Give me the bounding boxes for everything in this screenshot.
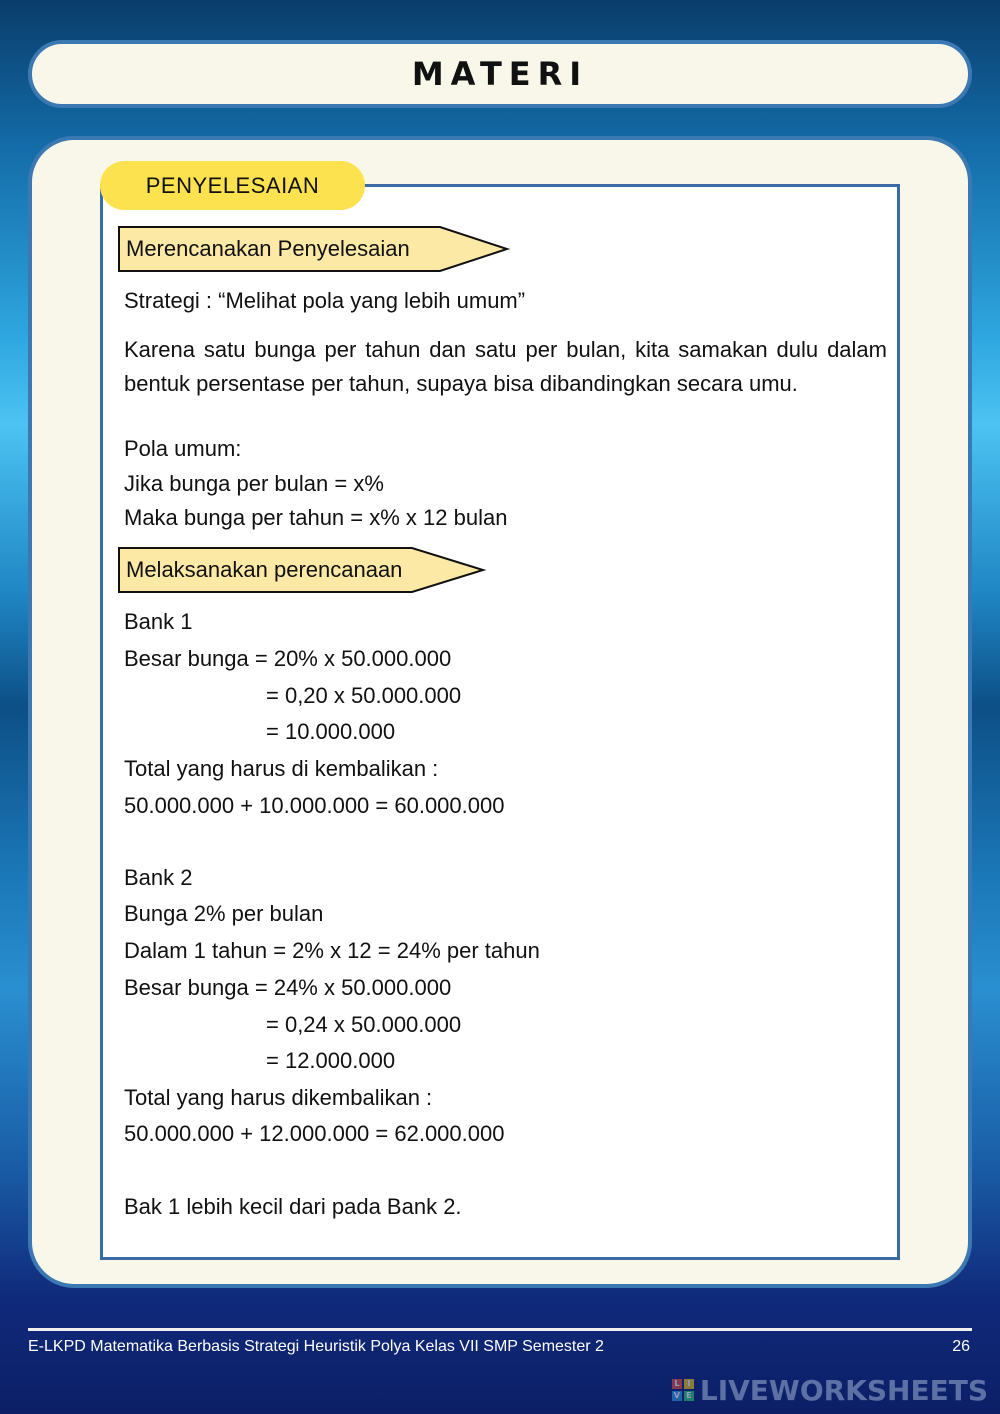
logo-letter: V [673,1391,680,1400]
bank2-calc1: = 0,24 x 50.000.000 [266,1012,462,1037]
bank2-total: 50.000.000 + 12.000.000 = 62.000.000 [124,1121,505,1146]
bank2-yearly: Dalam 1 tahun = 2% x 12 = 24% per tahun [124,938,540,963]
section-tab: PENYELESAIAN [100,161,365,210]
bank1-interest: Besar bunga = 20% x 50.000.000 [124,646,452,671]
bank2-interest: Besar bunga = 24% x 50.000.000 [124,975,452,1000]
page-number: 26 [952,1338,970,1355]
bank1-total-label: Total yang harus di kembalikan : [124,756,439,781]
bank2-total-label: Total yang harus dikembalikan : [124,1085,433,1110]
pattern-yearly: Maka bunga per tahun = x% x 12 bulan [124,505,508,530]
liveworksheets-logo-icon [672,1379,694,1401]
bank1-calc1: = 0,20 x 50.000.000 [266,683,462,708]
logo-letter: E [684,1391,694,1401]
bank1-total: 50.000.000 + 10.000.000 = 60.000.000 [124,793,505,818]
bank1-calc2: = 10.000.000 [266,719,396,744]
pattern-heading: Pola umum: [124,436,242,461]
title-bar [28,40,972,108]
page-title: MATERI [411,55,589,93]
logo-letter: I [684,1379,694,1389]
footer-divider [28,1328,972,1331]
bank1-title: Bank 1 [124,609,193,634]
logo-letter: L [672,1379,682,1389]
step1-banner [118,226,510,272]
bank2-rate: Bunga 2% per bulan [124,901,324,926]
pattern-monthly: Jika bunga per bulan = x% [124,471,384,496]
conclusion-text: Bak 1 lebih kecil dari pada Bank 2. [124,1194,462,1219]
explanation-paragraph: Karena satu bunga per tahun dan satu per bulan, kita samakan dulu dalam bentuk persentase per tahun, supaya bisa dibandingkan secara umu. [124,337,887,396]
step1-label: Merencanakan Penyelesaian [126,236,410,261]
strategy-text: Strategi : “Melihat pola yang lebih umum” [124,288,526,313]
watermark [672,1374,988,1406]
bank2-title: Bank 2 [124,865,193,890]
footer-text: E-LKPD Matematika Berbasis Strategi Heuristik Polya Kelas VII SMP Semester 2 [28,1338,604,1355]
step2-banner [118,547,486,593]
step2-label: Melaksanakan perencanaan [126,557,403,582]
bank2-calc2: = 12.000.000 [266,1048,396,1073]
watermark-text: LIVEWORKSHEETS [699,1373,988,1407]
